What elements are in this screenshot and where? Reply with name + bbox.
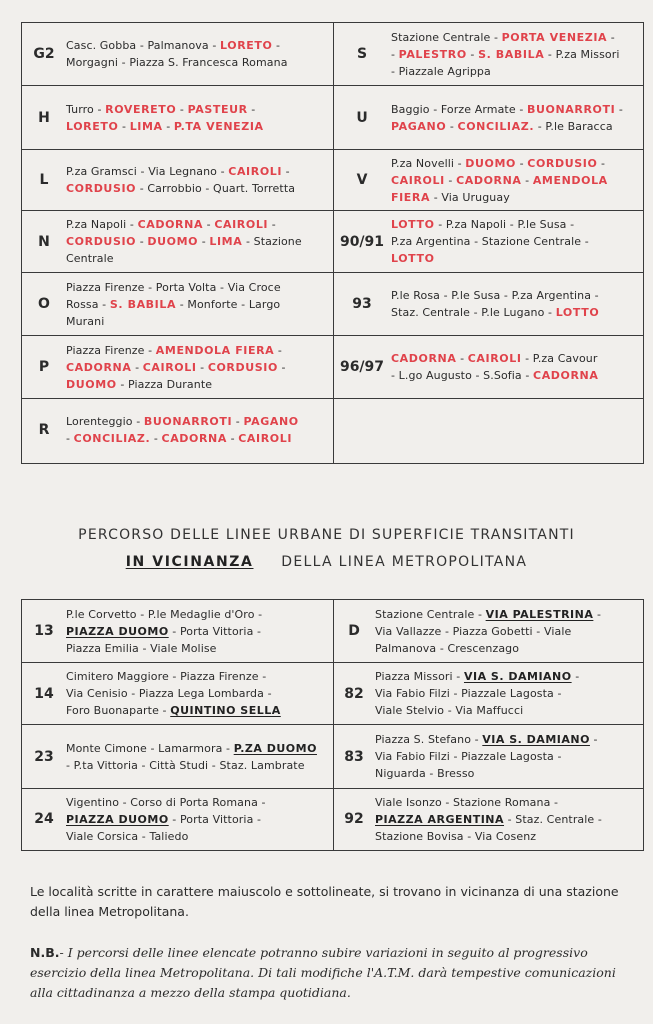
route-code: P — [38, 359, 50, 375]
heading-emphasis: IN VICINANZA — [125, 554, 254, 570]
route-text: Via Vallazze - Piazza Gobetti - Viale — [375, 624, 572, 638]
route-text: - — [247, 102, 256, 116]
route-text: - — [232, 414, 244, 428]
route-line — [66, 101, 328, 118]
heading-rest: DELLA LINEA METROPOLITANA — [281, 554, 528, 570]
route-text: Niguarda - Bresso — [375, 767, 475, 780]
table-row — [22, 725, 643, 789]
metro-station: PAGANO — [243, 414, 299, 428]
route-text: - — [196, 360, 208, 374]
route-line — [66, 668, 328, 685]
metro-station: FIERA — [391, 190, 431, 204]
table-row — [22, 336, 643, 399]
route-text: Via Fabio Filzi - Piazzale Lagosta - — [375, 750, 562, 763]
route-description — [391, 211, 639, 272]
route-line — [375, 668, 639, 685]
route-text: - — [272, 39, 281, 52]
route-line — [375, 640, 639, 657]
route-description — [375, 663, 639, 724]
route-text: Monte Cimone - Lamarmora - — [66, 741, 234, 755]
metro-station: CONCILIAZ. — [457, 119, 535, 133]
route-description — [391, 273, 639, 335]
legend-paragraph: Le località scritte in carattere maiuscolo e sottolineate, si trovano in vicinanza di una stazione della linea Metropolitana. — [30, 884, 619, 919]
nearby-station: PIAZZA DUOMO — [66, 812, 169, 826]
route-description — [66, 86, 328, 149]
metro-station: LIMA — [209, 235, 243, 248]
route-text: - Porta Vittoria - — [168, 624, 262, 638]
metro-station: DUOMO — [66, 377, 117, 391]
route-text: Casc. Gobba - Palmanova - — [66, 39, 221, 52]
route-cell — [22, 23, 332, 85]
route-line — [391, 287, 639, 304]
route-text: Piazza Firenze - — [66, 343, 156, 357]
route-line — [375, 685, 639, 702]
route-text: P.za Novelli - — [391, 156, 466, 170]
nb-label: N.B. — [30, 945, 60, 960]
route-line — [66, 250, 328, 267]
metro-station: CAIROLI — [214, 218, 269, 231]
route-text: - — [162, 119, 174, 133]
metro-station: CAIROLI — [391, 173, 445, 187]
route-text: Palmanova - Crescenzago — [375, 641, 520, 655]
route-code: S — [356, 46, 368, 62]
nearby-station: VIA PALESTRINA — [485, 607, 594, 621]
route-text: - Monforte - Largo — [176, 297, 281, 311]
route-line — [391, 101, 639, 118]
route-text: - — [282, 165, 290, 178]
route-text: - Staz. Centrale - — [504, 812, 602, 826]
nearby-routes-table — [21, 599, 644, 851]
metro-station: BUONARROTI — [526, 102, 616, 116]
metro-station: DUOMO — [465, 156, 517, 170]
route-text: Morgagni - Piazza S. Francesca Romana — [66, 56, 288, 69]
route-code: U — [356, 109, 368, 126]
nearby-station: VIA S. DAMIANO — [482, 733, 590, 746]
route-line — [66, 118, 328, 135]
route-line — [66, 376, 328, 393]
metro-station: CADORNA — [456, 173, 522, 187]
nearby-station: QUINTINO SELLA — [170, 704, 281, 717]
route-text: Lorenteggio - — [66, 414, 144, 428]
metro-station: CONCILIAZ. — [73, 431, 151, 445]
nb-note — [30, 943, 630, 1003]
table-row — [22, 789, 643, 849]
route-text: - — [150, 431, 162, 445]
metro-station: PORTA VENEZIA — [501, 30, 608, 44]
route-line — [66, 685, 328, 702]
route-description — [66, 789, 328, 849]
route-text: - Piazzale Agrippa — [391, 64, 491, 78]
metro-station: CADORNA — [391, 352, 457, 365]
route-line — [391, 250, 639, 267]
nb-text: - I percorsi delle linee elencate potranno subire variazioni in seguito al progressivo esercizio della linea Metropolitana. Di tali modifiche l'A.T.M. darà tempestive comunicazioni alla cittadinanza a mezzo della stampa quotidiana. — [30, 945, 616, 1000]
bus-routes-table — [21, 22, 644, 464]
route-code: H — [38, 109, 50, 126]
metro-station: LORETO — [220, 39, 273, 52]
route-text: - P.ta Vittoria - Città Studi - Staz. Lambrate — [66, 758, 305, 772]
route-line — [375, 765, 639, 782]
route-code: 83 — [344, 748, 364, 765]
metro-station: CAIROLI — [467, 352, 522, 365]
route-line — [66, 794, 328, 811]
route-line — [375, 702, 639, 719]
route-line — [66, 430, 328, 447]
table-row — [22, 663, 643, 725]
route-cell — [22, 336, 332, 398]
route-cell — [333, 23, 643, 85]
route-text: - — [571, 670, 580, 683]
route-text: - — [521, 173, 533, 187]
route-description — [66, 273, 328, 335]
metro-station: LORETO — [66, 119, 119, 133]
route-text: Rossa - — [66, 297, 110, 311]
route-line — [66, 413, 328, 430]
nearby-station: P.ZA DUOMO — [233, 741, 317, 755]
section-subheading — [0, 554, 653, 570]
route-text: - — [444, 173, 457, 187]
route-text: - Carrobbio - Quart. Torretta — [136, 182, 296, 195]
route-text: - — [226, 431, 239, 445]
route-line — [66, 37, 328, 54]
route-cell — [333, 211, 643, 272]
route-line — [375, 623, 639, 640]
route-cell — [22, 211, 332, 272]
route-cell — [22, 725, 332, 788]
metro-station: LOTTO — [391, 218, 435, 231]
route-text: - — [274, 343, 282, 357]
route-line — [66, 740, 328, 757]
route-cell — [22, 150, 332, 210]
route-text: - — [597, 156, 606, 170]
route-line — [66, 54, 328, 71]
route-text: - — [203, 218, 215, 231]
metro-station: AMENDOLA FIERA — [155, 343, 275, 357]
route-line — [391, 63, 639, 80]
route-line — [66, 180, 328, 197]
route-text: - — [589, 733, 598, 746]
metro-station: CORDUSIO — [207, 360, 278, 374]
route-line — [375, 828, 639, 845]
route-cell — [333, 273, 643, 335]
table-row — [22, 399, 643, 460]
route-description — [391, 23, 639, 85]
route-line — [66, 342, 328, 359]
route-description — [391, 336, 639, 398]
route-code: 82 — [344, 685, 364, 702]
route-text: Murani — [66, 314, 105, 328]
table-row — [22, 23, 643, 86]
metro-station: CAIROLI — [228, 165, 283, 178]
route-text: - P.le Baracca — [534, 119, 613, 133]
route-line — [66, 359, 328, 376]
route-code: V — [356, 172, 368, 188]
route-text: P.za Argentina - Stazione Centrale - — [391, 235, 589, 248]
route-line — [391, 216, 639, 233]
route-text: - — [131, 360, 143, 374]
route-line — [391, 155, 639, 172]
route-cell — [333, 150, 643, 210]
route-text: - Stazione — [242, 235, 302, 248]
route-cell — [333, 789, 643, 849]
route-code: 92 — [344, 811, 364, 827]
route-description — [391, 399, 639, 460]
route-code: 96/97 — [339, 359, 385, 375]
route-cell — [333, 336, 643, 398]
route-text: Vigentino - Corso di Porta Romana - — [66, 795, 266, 809]
route-line — [66, 702, 328, 719]
route-line — [391, 367, 639, 384]
route-description — [391, 150, 639, 210]
metro-station: CAIROLI — [238, 431, 293, 445]
route-code: L — [39, 172, 49, 188]
route-description — [375, 725, 639, 788]
route-description — [66, 336, 328, 398]
route-text: P.za Napoli - — [66, 218, 138, 231]
route-cell — [22, 273, 332, 335]
route-cell — [22, 86, 332, 149]
route-cell — [333, 600, 643, 662]
route-text: - — [66, 431, 74, 445]
route-cell — [333, 86, 643, 149]
route-line — [66, 606, 328, 623]
route-line — [391, 46, 639, 63]
route-text: Cimitero Maggiore - Piazza Firenze - — [66, 670, 267, 683]
nearby-station: VIA S. DAMIANO — [463, 670, 572, 683]
metro-station: PALESTRO — [398, 47, 467, 61]
route-code: 23 — [34, 748, 54, 765]
route-code: 93 — [352, 296, 372, 312]
route-code: D — [348, 623, 360, 639]
route-line — [391, 172, 639, 189]
route-text: Stazione Centrale - — [391, 30, 502, 44]
metro-station: LOTTO — [391, 252, 435, 265]
metro-station: S. BABILA — [109, 297, 177, 311]
route-code: 24 — [34, 811, 54, 827]
route-text: - — [277, 360, 286, 374]
route-code: 13 — [34, 623, 54, 639]
route-text: Staz. Centrale - P.le Lugano - — [391, 306, 556, 319]
route-text: - — [391, 47, 399, 61]
route-text: Piazza Missori - — [375, 670, 464, 683]
route-code: O — [38, 296, 50, 312]
metro-station: S. BABILA — [478, 47, 545, 61]
route-text: Viale Corsica - Taliedo — [66, 829, 189, 843]
route-description — [66, 725, 328, 788]
route-line — [66, 828, 328, 845]
route-text: Baggio - Forze Armate - — [391, 102, 527, 116]
route-text: P.za Gramsci - Via Legnano - — [66, 165, 229, 178]
metro-station: P.TA VENEZIA — [173, 119, 264, 133]
table-row — [22, 600, 643, 663]
route-cell — [22, 789, 332, 849]
route-line — [66, 640, 328, 657]
route-line — [66, 623, 328, 640]
route-cell — [333, 663, 643, 724]
route-line — [375, 811, 639, 828]
route-text: - — [136, 235, 148, 248]
route-text: - P.za Missori — [544, 47, 620, 61]
route-code: G2 — [33, 46, 55, 62]
metro-station: CADORNA — [533, 369, 599, 382]
route-description — [375, 789, 639, 849]
route-description — [66, 399, 328, 460]
route-description — [375, 600, 639, 662]
metro-station: BUONARROTI — [143, 414, 233, 428]
route-text: - — [607, 30, 615, 44]
route-description — [66, 23, 328, 85]
metro-station: AMENDOLA — [532, 173, 608, 187]
route-text: - P.za Napoli - P.le Susa - — [434, 218, 575, 231]
route-description — [391, 86, 639, 149]
route-description — [66, 211, 328, 272]
route-text: - — [466, 47, 479, 61]
route-line — [66, 811, 328, 828]
route-text: Piazza Emilia - Viale Molise — [66, 641, 217, 655]
route-text: Foro Buonaparte - — [66, 704, 171, 717]
route-text: - Piazza Durante — [116, 377, 213, 391]
route-text: - — [118, 119, 130, 133]
metro-station: PASTEUR — [187, 102, 248, 116]
route-cell — [22, 399, 332, 460]
route-text: Stazione Centrale - — [375, 607, 486, 621]
route-text: Centrale — [66, 252, 114, 265]
route-text: P.le Rosa - P.le Susa - P.za Argentina - — [391, 289, 599, 302]
route-line — [391, 233, 639, 250]
metro-station: CORDUSIO — [527, 156, 598, 170]
route-line — [66, 279, 328, 296]
route-cell — [22, 600, 332, 662]
route-line — [391, 118, 639, 135]
route-line — [375, 748, 639, 765]
route-text: - — [446, 119, 458, 133]
route-line — [375, 731, 639, 748]
route-text: - P.za Cavour — [521, 352, 598, 365]
nearby-station: PIAZZA ARGENTINA — [375, 812, 505, 826]
route-line — [375, 794, 639, 811]
route-line — [66, 163, 328, 180]
metro-station: LIMA — [129, 119, 163, 133]
metro-station: CORDUSIO — [66, 182, 137, 195]
route-text: - L.go Augusto - S.Sofia - — [391, 369, 534, 382]
route-text: P.le Corvetto - P.le Medaglie d'Oro - — [66, 607, 263, 621]
route-text: Via Fabio Filzi - Piazzale Lagosta - — [375, 687, 562, 700]
route-description — [66, 150, 328, 210]
section-heading: PERCORSO DELLE LINEE URBANE DI SUPERFICIE TRANSITANTI — [78, 527, 575, 543]
route-text: Viale Isonzo - Stazione Romana - — [375, 795, 559, 809]
route-text: Via Cenisio - Piazza Lega Lombarda - — [66, 687, 272, 700]
metro-station: PAGANO — [391, 119, 447, 133]
route-text: - — [456, 352, 468, 365]
table-row — [22, 211, 643, 273]
metro-station: CADORNA — [137, 218, 204, 231]
metro-station: CORDUSIO — [66, 235, 137, 248]
route-line — [66, 313, 328, 330]
route-cell — [333, 399, 643, 460]
route-code: N — [38, 233, 50, 250]
metro-station: ROVERETO — [105, 102, 177, 116]
metro-station: CAIROLI — [142, 360, 197, 374]
nearby-station: PIAZZA DUOMO — [66, 624, 169, 638]
route-code: 14 — [34, 685, 54, 702]
metro-station: CADORNA — [161, 431, 227, 445]
route-text: - — [198, 235, 210, 248]
metro-station: DUOMO — [147, 235, 199, 248]
route-text: Turro - — [66, 102, 106, 116]
route-text: - — [615, 102, 623, 116]
route-description — [66, 600, 328, 662]
route-text: - — [176, 102, 188, 116]
route-code: 90/91 — [339, 233, 385, 250]
route-line — [391, 29, 639, 46]
route-text: - Via Uruguay — [430, 190, 510, 204]
route-text: - — [593, 607, 602, 621]
route-text: Viale Stelvio - Via Maffucci — [375, 704, 524, 717]
route-text: Stazione Bovisa - Via Cosenz — [375, 829, 537, 843]
route-code: R — [38, 421, 50, 438]
table-row — [22, 150, 643, 211]
route-text: - — [268, 218, 276, 231]
route-line — [375, 606, 639, 623]
route-line — [66, 216, 328, 233]
route-line — [391, 189, 639, 206]
route-cell — [333, 725, 643, 788]
route-line — [66, 757, 328, 774]
route-description — [66, 663, 328, 724]
route-line — [391, 304, 639, 321]
route-line — [391, 350, 639, 367]
route-text: Piazza Firenze - Porta Volta - Via Croce — [66, 280, 281, 294]
table-row — [22, 273, 643, 336]
metro-station: CADORNA — [66, 360, 132, 374]
table-row — [22, 86, 643, 150]
route-text: Piazza S. Stefano - — [375, 733, 483, 746]
route-cell — [22, 663, 332, 724]
route-text: - — [516, 156, 528, 170]
route-line — [66, 296, 328, 313]
route-text: - Porta Vittoria - — [168, 812, 262, 826]
metro-station: LOTTO — [555, 306, 600, 319]
route-line — [66, 233, 328, 250]
